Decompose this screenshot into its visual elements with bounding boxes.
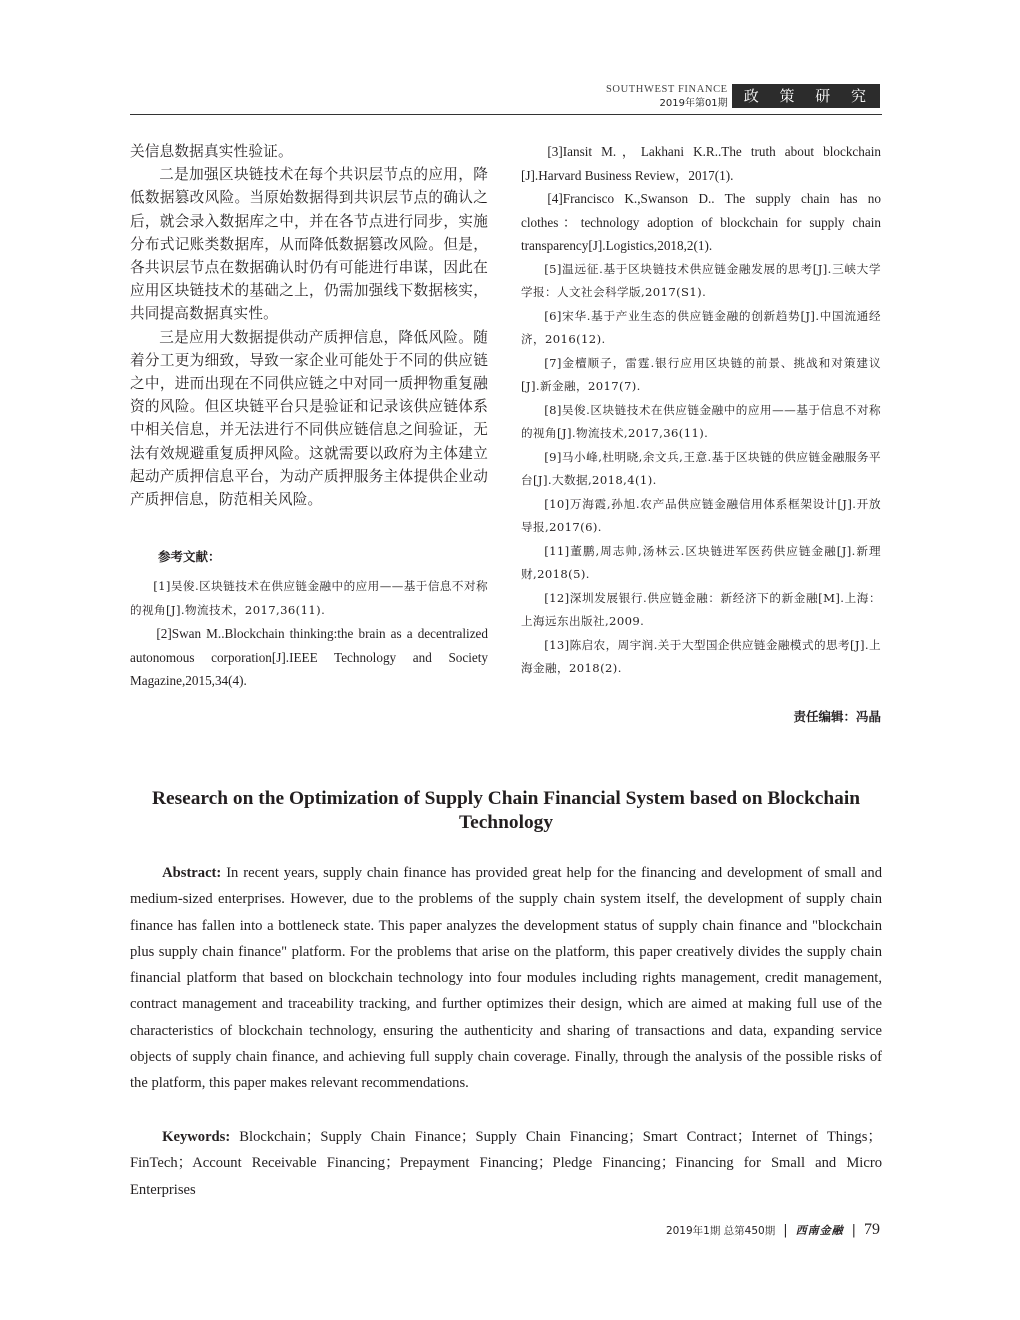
english-keywords bbox=[130, 1124, 882, 1203]
reference-item: [4]Francisco K.,Swanson D.. The supply chain has no clothes：technology adoption of blockchain for supply chain transparency[J].Logistics,2018,2(1). bbox=[521, 191, 881, 253]
right-column bbox=[521, 140, 881, 725]
body-paragraph: 三是应用大数据提供动产质押信息，降低风险。随着分工更为细致，导致一家企业可能处于不同的供应链之中，进而出现在不同供应链之中对同一质押物重复融资的风险。但区块链平台只是验证和记录该供应链体系中相关信息，并无法进行不同供应链信息之间验证，无法有效规避重复质押风险。这就需要以政府为主体建立起动产质押信息平台，为动产质押服务主体提供企业动产质押信息，防范相关风险。 bbox=[130, 328, 488, 509]
english-abstract bbox=[130, 860, 882, 1097]
page-footer bbox=[666, 1221, 880, 1239]
responsible-editor: 责任编辑：冯晶 bbox=[793, 708, 881, 724]
footer-separator: | bbox=[783, 1222, 788, 1238]
reference-item: [2]Swan M..Blockchain thinking:the brain as a decentralized autonomous corporation[J].IEEE Technology and Society Magazine,2015,34(4). bbox=[130, 626, 488, 689]
keywords-text: Blockchain；Supply Chain Finance；Supply Chain Financing；Smart Contract；Internet of Things；FinTech；Account Receivable Financing；Prepayment Financing；Pledge Financing；Financing for Small and Micro Enterprises bbox=[130, 1129, 882, 1198]
reference-item: [5]温远征.基于区块链技术供应链金融发展的思考[J].三峡大学学报：人文社会科学版,2017(S1). bbox=[521, 261, 881, 299]
journal-name-en: SOUTHWEST FINANCE bbox=[605, 84, 728, 95]
section-label: 政 策 研 究 bbox=[732, 84, 880, 108]
body-paragraph: 二是加强区块链技术在每个共识层节点的应用，降低数据篡改风险。当原始数据得到共识层节点的确认之后，就会录入数据库之中，并在各节点进行同步，实施分布式记账类数据库，从而降低数据篡改风险。但是，各共识层节点在数据确认时仍有可能进行串谋，因此在应用区块链技术的基础之上，仍需加强线下数据核实，共同提高数据真实性。 bbox=[130, 166, 488, 323]
header-issue: 2019年第01期 bbox=[659, 97, 728, 109]
reference-item: [6]宋华.基于产业生态的供应链金融的创新趋势[J].中国流通经济，2016(12). bbox=[521, 308, 881, 346]
reference-item: [12]深圳发展银行.供应链金融：新经济下的新金融[M].上海：上海远东出版社,2009. bbox=[521, 590, 881, 628]
reference-item: [11]董鹏,周志帅,汤林云.区块链进军医药供应链金融[J].新理财,2018(5). bbox=[521, 543, 881, 581]
footer-issue: 2019年1期 总第450期 bbox=[665, 1224, 776, 1237]
abstract-label: Abstract: bbox=[162, 865, 222, 881]
abstract-text: In recent years, supply chain finance has provided great help for the financing and development of small and medium-sized enterprises. However, due to the problems of the supply chain system itself, the development of supply chain finance has fallen into a bottleneck state. This paper analyzes the development status of supply chain finance and "blockchain plus supply chain finance" platform. For the problems that arise on the platform, this paper creatively divides the supply chain financial platform that based on blockchain technology into four modules including rights management, credit management, contract management and traceability tracking, and further optimizes their design, which are aimed at making full use of the characteristics of blockchain technology, ensuring the authenticity and sharing of transactions and data, expanding service objects of supply chain finance, and achieving full supply chain coverage. Finally, through the analysis of the possible risks of the platform, this paper makes relevant recommendations. bbox=[130, 865, 882, 1092]
reference-item: [7]金檀顺子，雷霆.银行应用区块链的前景、挑战和对策建议[J].新金融，2017(7). bbox=[521, 355, 881, 393]
references-heading: 参考文献： bbox=[158, 549, 221, 565]
reference-item: [1]吴俊.区块链技术在供应链金融中的应用——基于信息不对称的视角[J].物流技术，2017,36(11). bbox=[130, 579, 488, 617]
reference-item: [8]吴俊.区块链技术在供应链金融中的应用——基于信息不对称的视角[J].物流技术,2017,36(11). bbox=[521, 402, 881, 440]
english-title: Research on the Optimization of Supply Chain Financial System based on Blockchain Technology bbox=[151, 788, 861, 833]
header-rule bbox=[130, 114, 882, 115]
page-number: 79 bbox=[864, 1221, 880, 1238]
running-header bbox=[606, 84, 880, 110]
footer-separator: | bbox=[851, 1222, 856, 1238]
keywords-label: Keywords: bbox=[162, 1129, 231, 1145]
left-column bbox=[130, 140, 488, 693]
reference-item: [10]万海霞,孙旭.农产品供应链金融信用体系框架设计[J].开放导报,2017(6). bbox=[521, 496, 881, 534]
body-paragraph: 关信息数据真实性验证。 bbox=[130, 143, 293, 160]
reference-item: [3]Iansit M.，Lakhani K.R..The truth about blockchain [J].Harvard Business Review，2017(1). bbox=[521, 144, 881, 183]
reference-item: [13]陈启农，周宇润.关于大型国企供应链金融模式的思考[J].上海金融，2018(2). bbox=[521, 637, 881, 675]
journal-logo: 西南金融 bbox=[795, 1224, 844, 1237]
reference-item: [9]马小峰,杜明晓,余文兵,王意.基于区块链的供应链金融服务平台[J].大数据,2018,4(1). bbox=[521, 449, 881, 487]
header-meta bbox=[606, 84, 728, 109]
